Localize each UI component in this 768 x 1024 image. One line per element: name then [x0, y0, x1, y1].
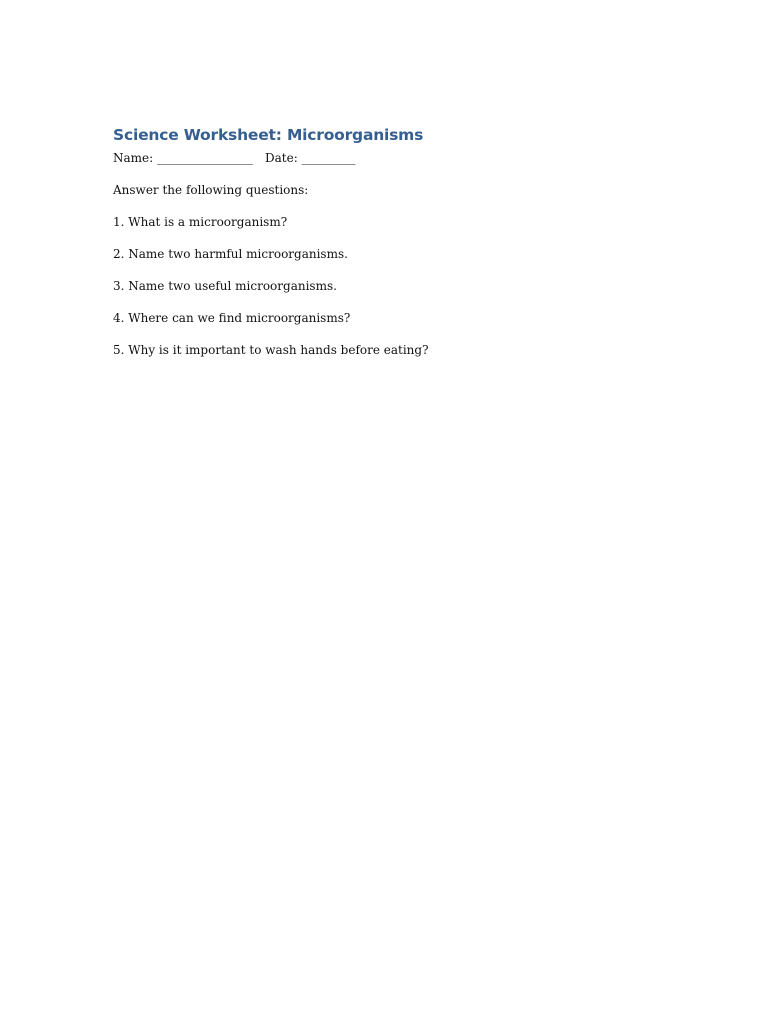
question-2: 2. Name two harmful microorganisms. [113, 247, 348, 261]
name-field: Name: ________________ [113, 151, 253, 165]
question-3: 3. Name two useful microorganisms. [113, 279, 337, 293]
instructions-text: Answer the following questions: [113, 183, 309, 197]
worksheet-title: Science Worksheet: Microorganisms [113, 126, 424, 144]
name-date-line [113, 150, 673, 166]
question-4: 4. Where can we find microorganisms? [113, 311, 351, 325]
date-field: Date: _________ [265, 151, 356, 165]
question-1: 1. What is a microorganism? [113, 215, 288, 229]
question-5: 5. Why is it important to wash hands before eating? [113, 343, 429, 357]
worksheet-content [113, 124, 673, 358]
